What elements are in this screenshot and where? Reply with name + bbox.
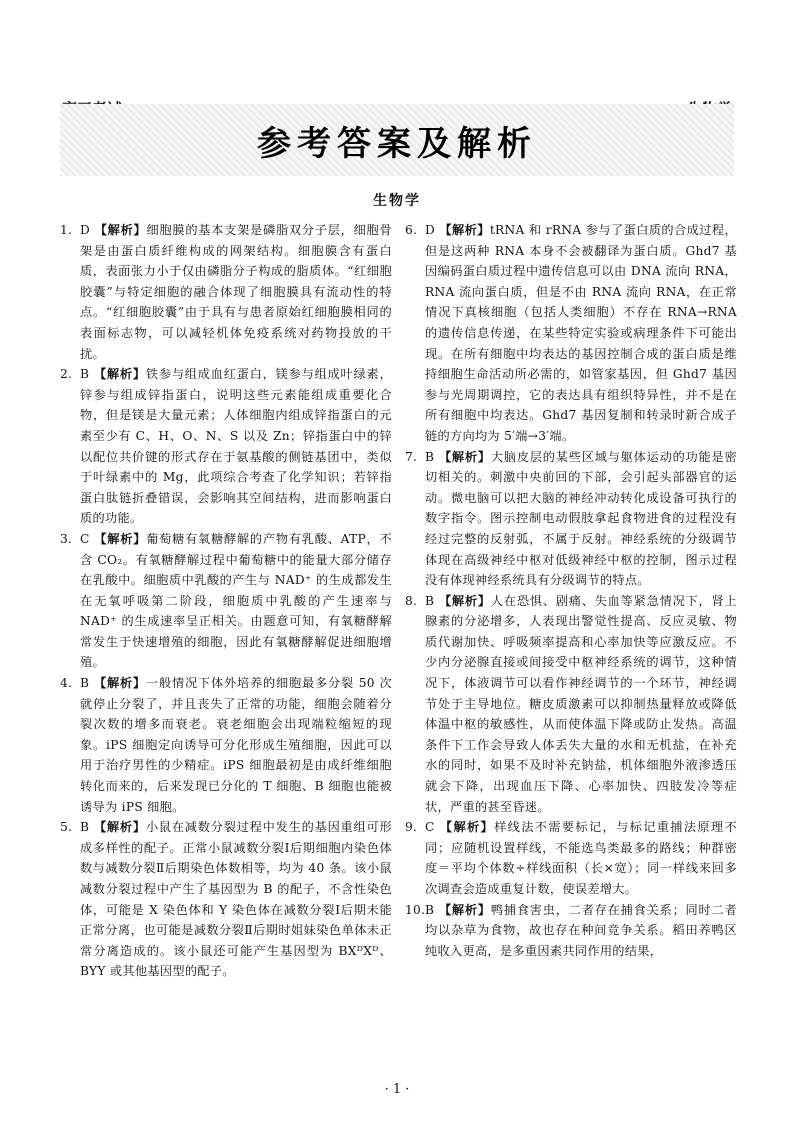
- answer-item: 8. B 【解析】人在恐惧、剧痛、失血等紧急情况下，肾上腺素的分泌增多，人表现出警觉性提高、反应灵敏、物质代谢加快、呼吸频率提高和心率加快等应激反应。不少内分泌腺直接或间接受中枢神经系统的调节，这种情况下，体液调节可以看作神经调节的一个环节，神经调节处于主导地位。糖皮质激素可以抑制热量释放或降低体温中枢的敏感性，从而使体温下降或防止发热。高温条件下工作会导致人体丢失大量的水和无机盐，在补充水的同时，如果不及时补充钠盐，机体细胞外液渗透压就会下降，出现血压下降、心率加快、四肢发冷等症状，严重的甚至昏迷。: [405, 593, 737, 814]
- answer-text: 样线法不需要标记，与标记重捕法原理不同；应随机设置样线，不能选鸟类最多的路线；种群密度＝平均个体数÷样线面积（长×宽）；同一样线来回多次调查会造成重复计数，使误差增大。: [425, 820, 737, 896]
- answer-text: 葡萄糖有氧糖酵解的产物有乳酸、ATP，不含 CO₂。有氧糖酵解过程中葡萄糖中的能量大部分储存在乳酸中。细胞质中乳酸的产生与 NAD⁺ 的生成都发生在无氧呼吸第二阶段，细胞质中乳酸的产生速率与 NAD⁺ 的生成速率呈正相关。由题意可知，有氧糖酵解常发生于快速增殖的细胞，因此有氧糖酵解促进细胞增殖。: [80, 531, 392, 670]
- right-column: [405, 220, 737, 961]
- answer-letter: C: [425, 820, 435, 835]
- answer-item: 2. B 【解析】铁参与组成血红蛋白，镁参与组成叶绿素，锌参与组成锌指蛋白，说明这些元素能组成重要化合物，但是镁是大量元素；人体细胞内组成锌指蛋白的元素至少有 C、H、O、N、S 以及 Zn；锌指蛋白中的锌以配位共价键的形式存在于氨基酸的侧链基团中，类似于叶绿素中的 Mg，此项综合考查了化学知识；若锌指蛋白肽链折叠错误，会影响其空间结构，进而影响蛋白质的功能。: [60, 367, 392, 526]
- answer-letter: B: [425, 593, 435, 608]
- answer-text: tRNA 和 rRNA 参与了蛋白质的合成过程，但是这两种 RNA 本身不会被翻译为蛋白质。Ghd7 基因编码蛋白质过程中遗传信息可以由 DNA 流向 RNA，RNA 流向蛋白质，但是不由 RNA 流向 RNA，在正常情况下真核细胞（包括人类细胞）不存在 RNA→RNA 的遗传信息传递，在某些特定实验或病理条件下可能出现。在所有细胞中均表达的基因控制合成的蛋白质是维持细胞生命活动所必需的，如管家基因，但 Ghd7 基因参与光周期调控，它的表达具有组织特异性，并不是在所有细胞中均表达。Ghd7 基因复制和转录时新合成子链的方向均为 5′端→3′端。: [425, 223, 737, 443]
- answer-letter: B: [80, 676, 90, 691]
- answer-item: 1. D 【解析】细胞膜的基本支架是磷脂双分子层，细胞骨架是由蛋白质纤维构成的网架结构。细胞膜含有蛋白质，表面张力小于仅由磷脂分子构成的脂质体。“红细胞胶囊”与特定细胞的融合体现了细胞膜具有流动性的特点。“红细胞胶囊”由于具有与患者原始红细胞膜相同的表面标志物，可以减轻机体免疫系统对药物投放的干扰。: [60, 223, 392, 361]
- answer-item: 4. B 【解析】一般情况下体外培养的细胞最多分裂 50 次就停止分裂了，并且丧失了正常的功能，细胞会随着分裂次数的增多而衰老。衰老细胞会出现端粒缩短的现象。iPS 细胞定向诱导可分化形成生殖细胞，因此可以用于治疗男性的少精症。iPS 细胞最初是由成纤维细胞转化而来的，后来发现已分化的 T 细胞、B 细胞也能被诱导为 iPS 细胞。: [60, 676, 392, 814]
- banner-title: 参考答案及解析: [257, 123, 537, 164]
- left-column: [60, 220, 392, 982]
- subject-heading: 生物学: [373, 193, 421, 209]
- analysis-tag: 【解析】: [94, 223, 147, 237]
- analysis-tag: 【解析】: [438, 449, 491, 464]
- analysis-tag: 【解析】: [93, 676, 146, 691]
- answer-text: 小鼠在减数分裂过程中发生的基因重组可形成多样性的配子。正常小鼠减数分裂Ⅰ后期细胞内染色体数与减数分裂Ⅱ后期染色体数相等，均为 40 条。该小鼠减数分裂过程中产生了基因型为 B 的配子，不含性染色体，可能是 X 染色体和 Y 染色体在减数分裂Ⅰ后期未能正常分离，也可能是减数分裂Ⅱ后期时姐妹染色单体未正常分离造成的。该小鼠还可能产生基因型为 BXᴰXᴰ、BYY 或其他基因型的配子。: [80, 820, 392, 979]
- answer-text: 一般情况下体外培养的细胞最多分裂 50 次就停止分裂了，并且丧失了正常的功能，细胞会随着分裂次数的增多而衰老。衰老细胞会出现端粒缩短的现象。iPS 细胞定向诱导可分化形成生殖细胞，因此可以用于治疗男性的少精症。iPS 细胞最初是由成纤维细胞转化而来的，后来发现已分化的 T 细胞、B 细胞也能被诱导为 iPS 细胞。: [80, 676, 392, 814]
- answer-item: 3. C 【解析】葡萄糖有氧糖酵解的产物有乳酸、ATP，不含 CO₂。有氧糖酵解过程中葡萄糖中的能量大部分储存在乳酸中。细胞质中乳酸的产生与 NAD⁺ 的生成都发生在无氧呼吸第二阶段，细胞质中乳酸的产生速率与 NAD⁺ 的生成速率呈正相关。由题意可知，有氧糖酵解常发生于快速增殖的细胞，因此有氧糖酵解促进细胞增殖。: [60, 531, 392, 670]
- answer-letter: D: [425, 223, 436, 237]
- analysis-tag: 【解析】: [94, 531, 147, 546]
- answer-letter: B: [425, 902, 435, 917]
- answer-text: 鸭捕食害虫，二者存在捕食关系；同时二者均以杂草为食物，故也存在种间竞争关系。稻田养鸭区纯收入更高，是多重因素共同作用的结果，: [425, 902, 737, 958]
- answer-item: 9. C 【解析】样线法不需要标记，与标记重捕法原理不同；应随机设置样线，不能选鸟类最多的路线；种群密度＝平均个体数÷样线面积（长×宽）；同一样线来回多次调查会造成重复计数，使误差增大。: [405, 820, 737, 896]
- answer-letter: D: [80, 223, 91, 237]
- analysis-tag: 【解析】: [93, 820, 146, 835]
- title-banner: [60, 104, 734, 176]
- answer-item: 5. B 【解析】小鼠在减数分裂过程中发生的基因重组可形成多样性的配子。正常小鼠减数分裂Ⅰ后期细胞内染色体数与减数分裂Ⅱ后期染色体数相等，均为 40 条。该小鼠减数分裂过程中产生了基因型为 B 的配子，不含性染色体，可能是 X 染色体和 Y 染色体在减数分裂Ⅰ后期未能正常分离，也可能是减数分裂Ⅱ后期时姐妹染色单体未正常分离造成的。该小鼠还可能产生基因型为 BXᴰXᴰ、BYY 或其他基因型的配子。: [60, 820, 392, 979]
- answer-text: 大脑皮层的某些区域与躯体运动的功能是密切相关的。刺激中央前回的下部，会引起头部器官的运动。微电脑可以把大脑的神经冲动转化成设备可执行的数字指令。图示控制电动假肢拿起食物进食的过程没有经过完整的反射弧，不属于反射。神经系统的分级调节体现在高级神经中枢对低级神经中枢的控制，图示过程没有体现神经系统具有分级调节的特点。: [425, 449, 737, 588]
- analysis-tag: 【解析】: [438, 902, 491, 917]
- analysis-tag: 【解析】: [439, 223, 490, 237]
- page-number: · 1 ·: [384, 1082, 410, 1097]
- answer-text: 铁参与组成血红蛋白，镁参与组成叶绿素，锌参与组成锌指蛋白，说明这些元素能组成重要化合物，但是镁是大量元素；人体细胞内组成锌指蛋白的元素至少有 C、H、O、N、S 以及 Zn；锌指蛋白中的锌以配位共价键的形式存在于氨基酸的侧链基团中，类似于叶绿素中的 Mg，此项综合考查了化学知识；若锌指蛋白肽链折叠错误，会影响其空间结构，进而影响蛋白质的功能。: [80, 367, 392, 526]
- answer-letter: B: [425, 449, 435, 464]
- answer-letter: B: [80, 367, 90, 382]
- answer-text: 人在恐惧、剧痛、失血等紧急情况下，肾上腺素的分泌增多，人表现出警觉性提高、反应灵敏、物质代谢加快、呼吸频率提高和心率加快等应激反应。不少内分泌腺直接或间接受中枢神经系统的调节，这种情况下，体液调节可以看作神经调节的一个环节，神经调节处于主导地位。糖皮质激素可以抑制热量释放或降低体温中枢的敏感性，从而使体温下降或防止发热。高温条件下工作会导致人体丢失大量的水和无机盐，在补充水的同时，如果不及时补充钠盐，机体细胞外液渗透压就会下降，出现血压下降、心率加快、四肢发冷等症状，严重的甚至昏迷。: [425, 593, 737, 814]
- answer-item: 6. D 【解析】tRNA 和 rRNA 参与了蛋白质的合成过程，但是这两种 RNA 本身不会被翻译为蛋白质。Ghd7 基因编码蛋白质过程中遗传信息可以由 DNA 流向 RNA，RNA 流向蛋白质，但是不由 RNA 流向 RNA，在正常情况下真核细胞（包括人类细胞）不存在 RNA→RNA 的遗传信息传递，在某些特定实验或病理条件下可能出现。在所有细胞中均表达的基因控制合成的蛋白质是维持细胞生命活动所必需的，如管家基因，但 Ghd7 基因参与光周期调控，它的表达具有组织特异性，并不是在所有细胞中均表达。Ghd7 基因复制和转录时新合成子链的方向均为 5′端→3′端。: [405, 223, 737, 443]
- answer-letter: B: [80, 820, 90, 835]
- analysis-tag: 【解析】: [438, 593, 491, 608]
- answer-item: 7. B 【解析】大脑皮层的某些区域与躯体运动的功能是密切相关的。刺激中央前回的下部，会引起头部器官的运动。微电脑可以把大脑的神经冲动转化成设备可执行的数字指令。图示控制电动假肢拿起食物进食的过程没有经过完整的反射弧，不属于反射。神经系统的分级调节体现在高级神经中枢对低级神经中枢的控制，图示过程没有体现神经系统具有分级调节的特点。: [405, 449, 737, 588]
- answer-letter: C: [80, 531, 90, 546]
- analysis-tag: 【解析】: [93, 367, 146, 382]
- answer-item: 10. B 【解析】鸭捕食害虫，二者存在捕食关系；同时二者均以杂草为食物，故也存在种间竞争关系。稻田养鸭区纯收入更高，是多重因素共同作用的结果，: [405, 902, 737, 958]
- analysis-tag: 【解析】: [439, 820, 495, 835]
- answer-text: 细胞膜的基本支架是磷脂双分子层，细胞骨架是由蛋白质纤维构成的网架结构。细胞膜含有蛋白质，表面张力小于仅由磷脂分子构成的脂质体。“红细胞胶囊”与特定细胞的融合体现了细胞膜具有流动性的特点。“红细胞胶囊”由于具有与患者原始红细胞膜相同的表面标志物，可以减轻机体免疫系统对药物投放的干扰。: [80, 223, 392, 361]
